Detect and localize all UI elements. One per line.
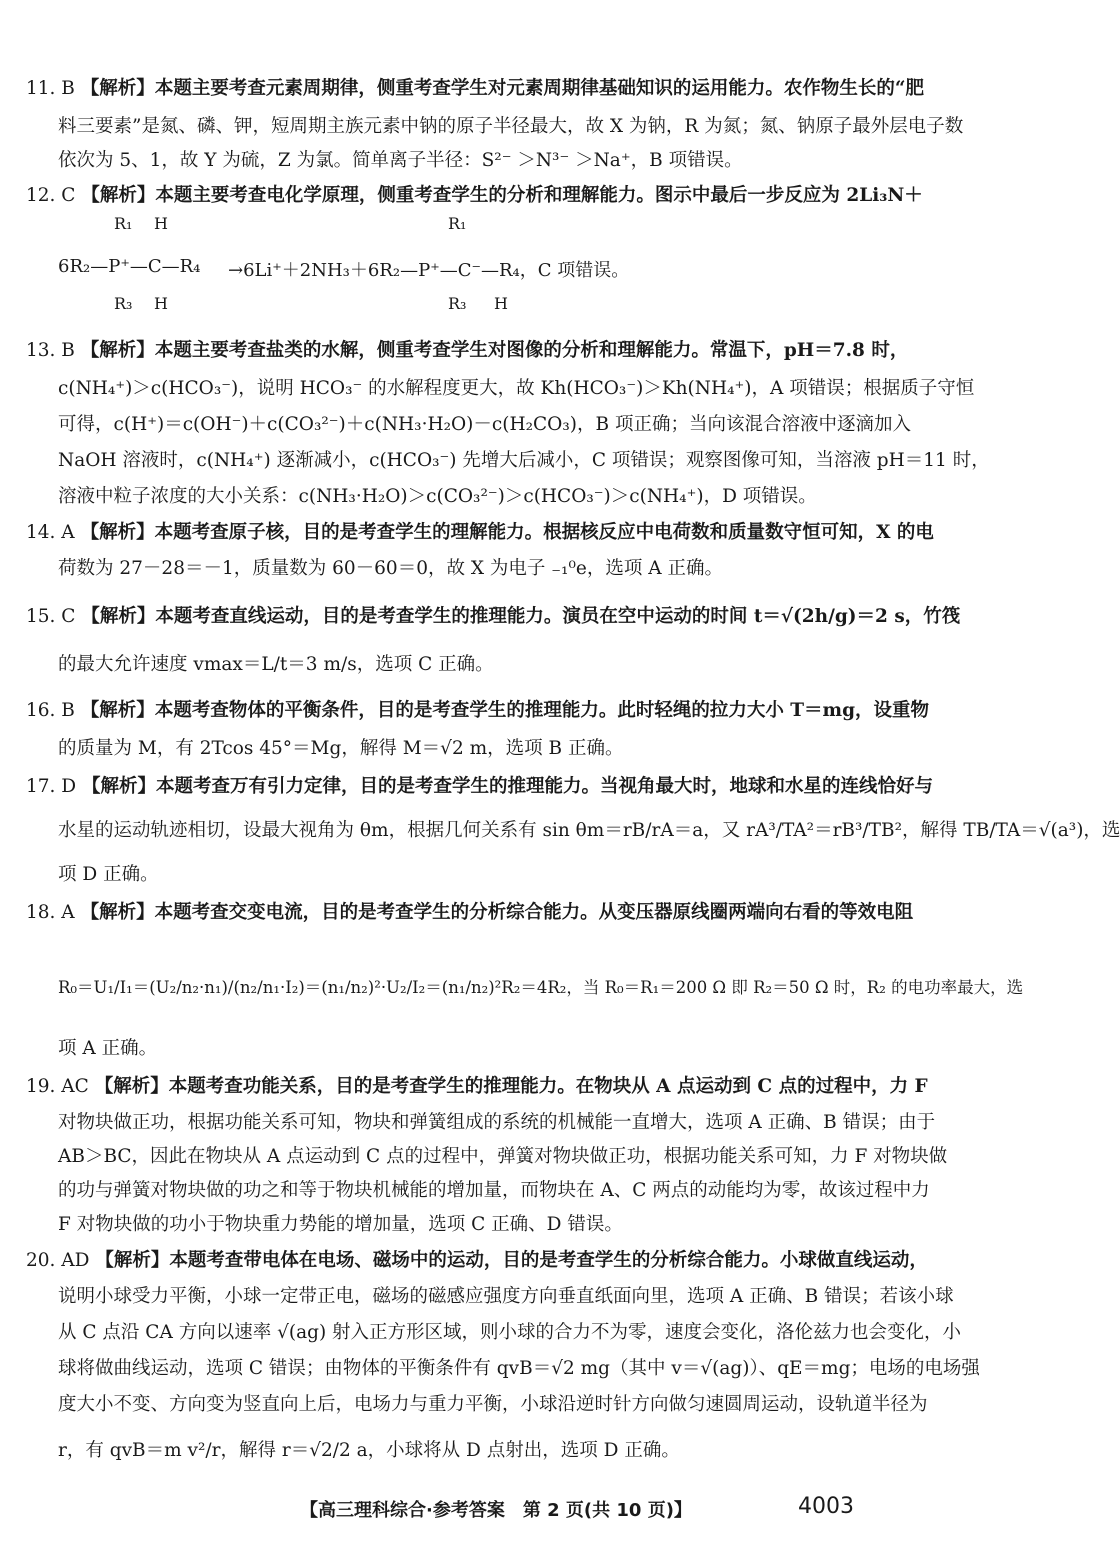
page-footer: 【高三理科综合·参考答案 第 2 页(共 10 页)】 — [300, 1500, 692, 1521]
q14-line-2: 荷数为 27－28＝－1，质量数为 60－60＝0，故 X 为电子 ₋₁⁰e，选项 A 正确。 — [58, 558, 723, 579]
q17-tag: 【解析】 — [82, 776, 157, 797]
q12-right-formula: →6Li⁺＋2NH₃＋6R₂—P⁺—C⁻—R₄，C 项错误。 — [228, 260, 630, 281]
q13-tag: 【解析】 — [80, 340, 155, 361]
q18-text-1: 本题考查交变电流，目的是考查学生的分析综合能力。从变压器原线圈两端向右看的等效电阻 — [154, 902, 914, 923]
q16-text-1: 本题考查物体的平衡条件，目的是考查学生的推理能力。此时轻绳的拉力大小 T＝mg，设重物 — [154, 700, 930, 721]
q15-tag: 【解析】 — [81, 606, 156, 627]
q20-text-1: 本题考查带电体在电场、磁场中的运动，目的是考查学生的分析综合能力。小球做直线运动， — [169, 1250, 928, 1271]
q20-line-3: 从 C 点沿 CA 方向以速率 √(ag) 射入正方形区域，则小球的合力不为零，速度会变化，洛伦兹力也会变化，小 — [58, 1322, 962, 1343]
q14-text-1: 本题考查原子核，目的是考查学生的理解能力。根据核反应中电荷数和质量数守恒可知，X 的电 — [154, 522, 934, 543]
q11-tag: 【解析】 — [80, 78, 155, 99]
q17-label: 17. D — [26, 776, 77, 797]
q16-tag: 【解析】 — [80, 700, 155, 721]
q12-line-1 — [26, 181, 976, 207]
q12-h-left-top: H — [154, 214, 168, 233]
q12-left-formula: 6R₂—P⁺—C—R₄ — [58, 256, 201, 277]
q15-text-1: 本题考查直线运动，目的是考查学生的推理能力。演员在空中运动的时间 t＝√(2h/g)＝2 s，竹筏 — [155, 606, 961, 627]
q16-line-2: 的质量为 M，有 2Tcos 45°＝Mg，解得 M＝√2 m，选项 B 正确。 — [58, 738, 624, 759]
q13-text-1: 本题主要考查盐类的水解，侧重考查学生对图像的分析和理解能力。常温下，pH＝7.8 时， — [154, 340, 909, 361]
q19-text-1: 本题考查功能关系，目的是考查学生的推理能力。在物块从 A 点运动到 C 点的过程中，力 F — [168, 1076, 928, 1097]
q13-line-1 — [26, 336, 976, 362]
q20-line-6: r，有 qvB＝m v²/r，解得 r＝√2/2 a，小球将从 D 点射出，选项 D 正确。 — [58, 1440, 680, 1461]
q17-line-1 — [26, 772, 976, 798]
q13-label: 13. B — [26, 340, 75, 361]
q17-line-3: 项 D 正确。 — [58, 864, 159, 885]
q19-tag: 【解析】 — [94, 1076, 169, 1097]
q11-text-1: 本题主要考查元素周期律，侧重考查学生对元素周期律基础知识的运用能力。农作物生长的“肥 — [154, 78, 924, 99]
q20-line-2: 说明小球受力平衡，小球一定带正电，磁场的磁感应强度方向垂直纸面向里，选项 A 正确、B 错误；若该小球 — [58, 1286, 954, 1307]
q12-r1-right: R₁ — [448, 214, 467, 233]
q11-line-2: 料三要素”是氮、磷、钾，短周期主族元素中钠的原子半径最大，故 X 为钠，R 为氮；氮、钠原子最外层电子数 — [58, 116, 964, 137]
q11-line-3: 依次为 5、1，故 Y 为硫，Z 为氯。简单离子半径：S²⁻ ＞N³⁻ ＞Na⁺，B 项错误。 — [58, 150, 743, 171]
q14-tag: 【解析】 — [80, 522, 155, 543]
q17-text-1: 本题考查万有引力定律，目的是考查学生的推理能力。当视角最大时，地球和水星的连线恰好与 — [156, 776, 934, 797]
q13-line-5: 溶液中粒子浓度的大小关系：c(NH₃·H₂O)＞c(CO₃²⁻)＞c(HCO₃⁻)＞c(NH₄⁺)，D 项错误。 — [58, 486, 817, 507]
q13-line-2: c(NH₄⁺)＞c(HCO₃⁻)，说明 HCO₃⁻ 的水解程度更大，故 Kh(HCO₃⁻)＞Kh(NH₄⁺)，A 项错误；根据质子守恒 — [58, 378, 975, 399]
q16-label: 16. B — [26, 700, 75, 721]
q11-line-1 — [26, 74, 976, 100]
q19-line-4: 的功与弹簧对物块做的功之和等于物块机械能的增加量，而物块在 A、C 两点的动能均为零，故该过程中力 — [58, 1180, 930, 1201]
q19-line-5: F 对物块做的功小于物块重力势能的增加量，选项 C 正确、D 错误。 — [58, 1214, 623, 1235]
q12-r3-right: R₃ — [448, 294, 467, 313]
q12-r3-left: R₃ — [114, 294, 133, 313]
q14-label: 14. A — [26, 522, 75, 543]
q15-line-1 — [26, 602, 976, 628]
q12-r1-left: R₁ — [114, 214, 133, 233]
q20-line-4: 球将做曲线运动，选项 C 错误；由物体的平衡条件有 qvB＝√2 mg（其中 v＝√(ag)）、qE＝mg；电场的电场强 — [58, 1358, 980, 1379]
q12-label: 12. C — [26, 185, 76, 206]
q16-line-1 — [26, 696, 976, 722]
page-code: 4003 — [798, 1494, 854, 1519]
q18-line-1 — [26, 898, 976, 924]
q20-line-1 — [26, 1246, 976, 1272]
q14-line-1 — [26, 518, 976, 544]
q18-line-3: 项 A 正确。 — [58, 1038, 158, 1059]
q17-line-2: 水星的运动轨迹相切，设最大视角为 θm，根据几何关系有 sin θm＝rB/rA＝a，又 rA³/TA²＝rB³/TB²，解得 TB/TA＝√(a³)，选 — [58, 820, 1120, 841]
q15-label: 15. C — [26, 606, 76, 627]
q12-tag: 【解析】 — [81, 185, 156, 206]
q12-h-right-bottom: H — [494, 294, 508, 313]
q18-label: 18. A — [26, 902, 75, 923]
q13-line-3: 可得，c(H⁺)＝c(OH⁻)＋c(CO₃²⁻)＋c(NH₃·H₂O)－c(H₂CO₃)，B 项正确；当向该混合溶液中逐滴加入 — [58, 414, 911, 435]
q18-line-2: R₀＝U₁/I₁＝(U₂/n₂·n₁)/(n₂/n₁·I₂)＝(n₁/n₂)²·U₂/I₂＝(n₁/n₂)²R₂＝4R₂，当 R₀＝R₁＝200 Ω 即 R₂＝50 Ω 时，R₂ 的电功率最大，选 — [58, 978, 1024, 997]
q15-line-2: 的最大允许速度 vmax＝L/t＝3 m/s，选项 C 正确。 — [58, 654, 494, 675]
q12-text-1: 本题主要考查电化学原理，侧重考查学生的分析和理解能力。图示中最后一步反应为 2Li₃N＋ — [155, 185, 923, 206]
q11-label: 11. B — [26, 78, 75, 99]
q20-tag: 【解析】 — [95, 1250, 170, 1271]
q18-tag: 【解析】 — [80, 902, 155, 923]
q13-line-4: NaOH 溶液时，c(NH₄⁺) 逐渐减小，c(HCO₃⁻) 先增大后减小，C 项错误；观察图像可知，当溶液 pH＝11 时， — [58, 450, 990, 471]
q12-h-left-bottom: H — [154, 294, 168, 313]
q19-line-3: AB＞BC，因此在物块从 A 点运动到 C 点的过程中，弹簧对物块做正功，根据功能关系可知，力 F 对物块做 — [58, 1146, 948, 1167]
q20-line-5: 度大小不变、方向变为竖直向上后，电场力与重力平衡，小球沿逆时针方向做匀速圆周运动，设轨道半径为 — [58, 1394, 928, 1415]
q19-line-1 — [26, 1072, 976, 1098]
q19-label: 19. AC — [26, 1076, 89, 1097]
q19-line-2: 对物块做正功，根据功能关系可知，物块和弹簧组成的系统的机械能一直增大，选项 A 正确、B 错误；由于 — [58, 1112, 936, 1133]
q20-label: 20. AD — [26, 1250, 90, 1271]
q12-structure — [58, 214, 958, 314]
